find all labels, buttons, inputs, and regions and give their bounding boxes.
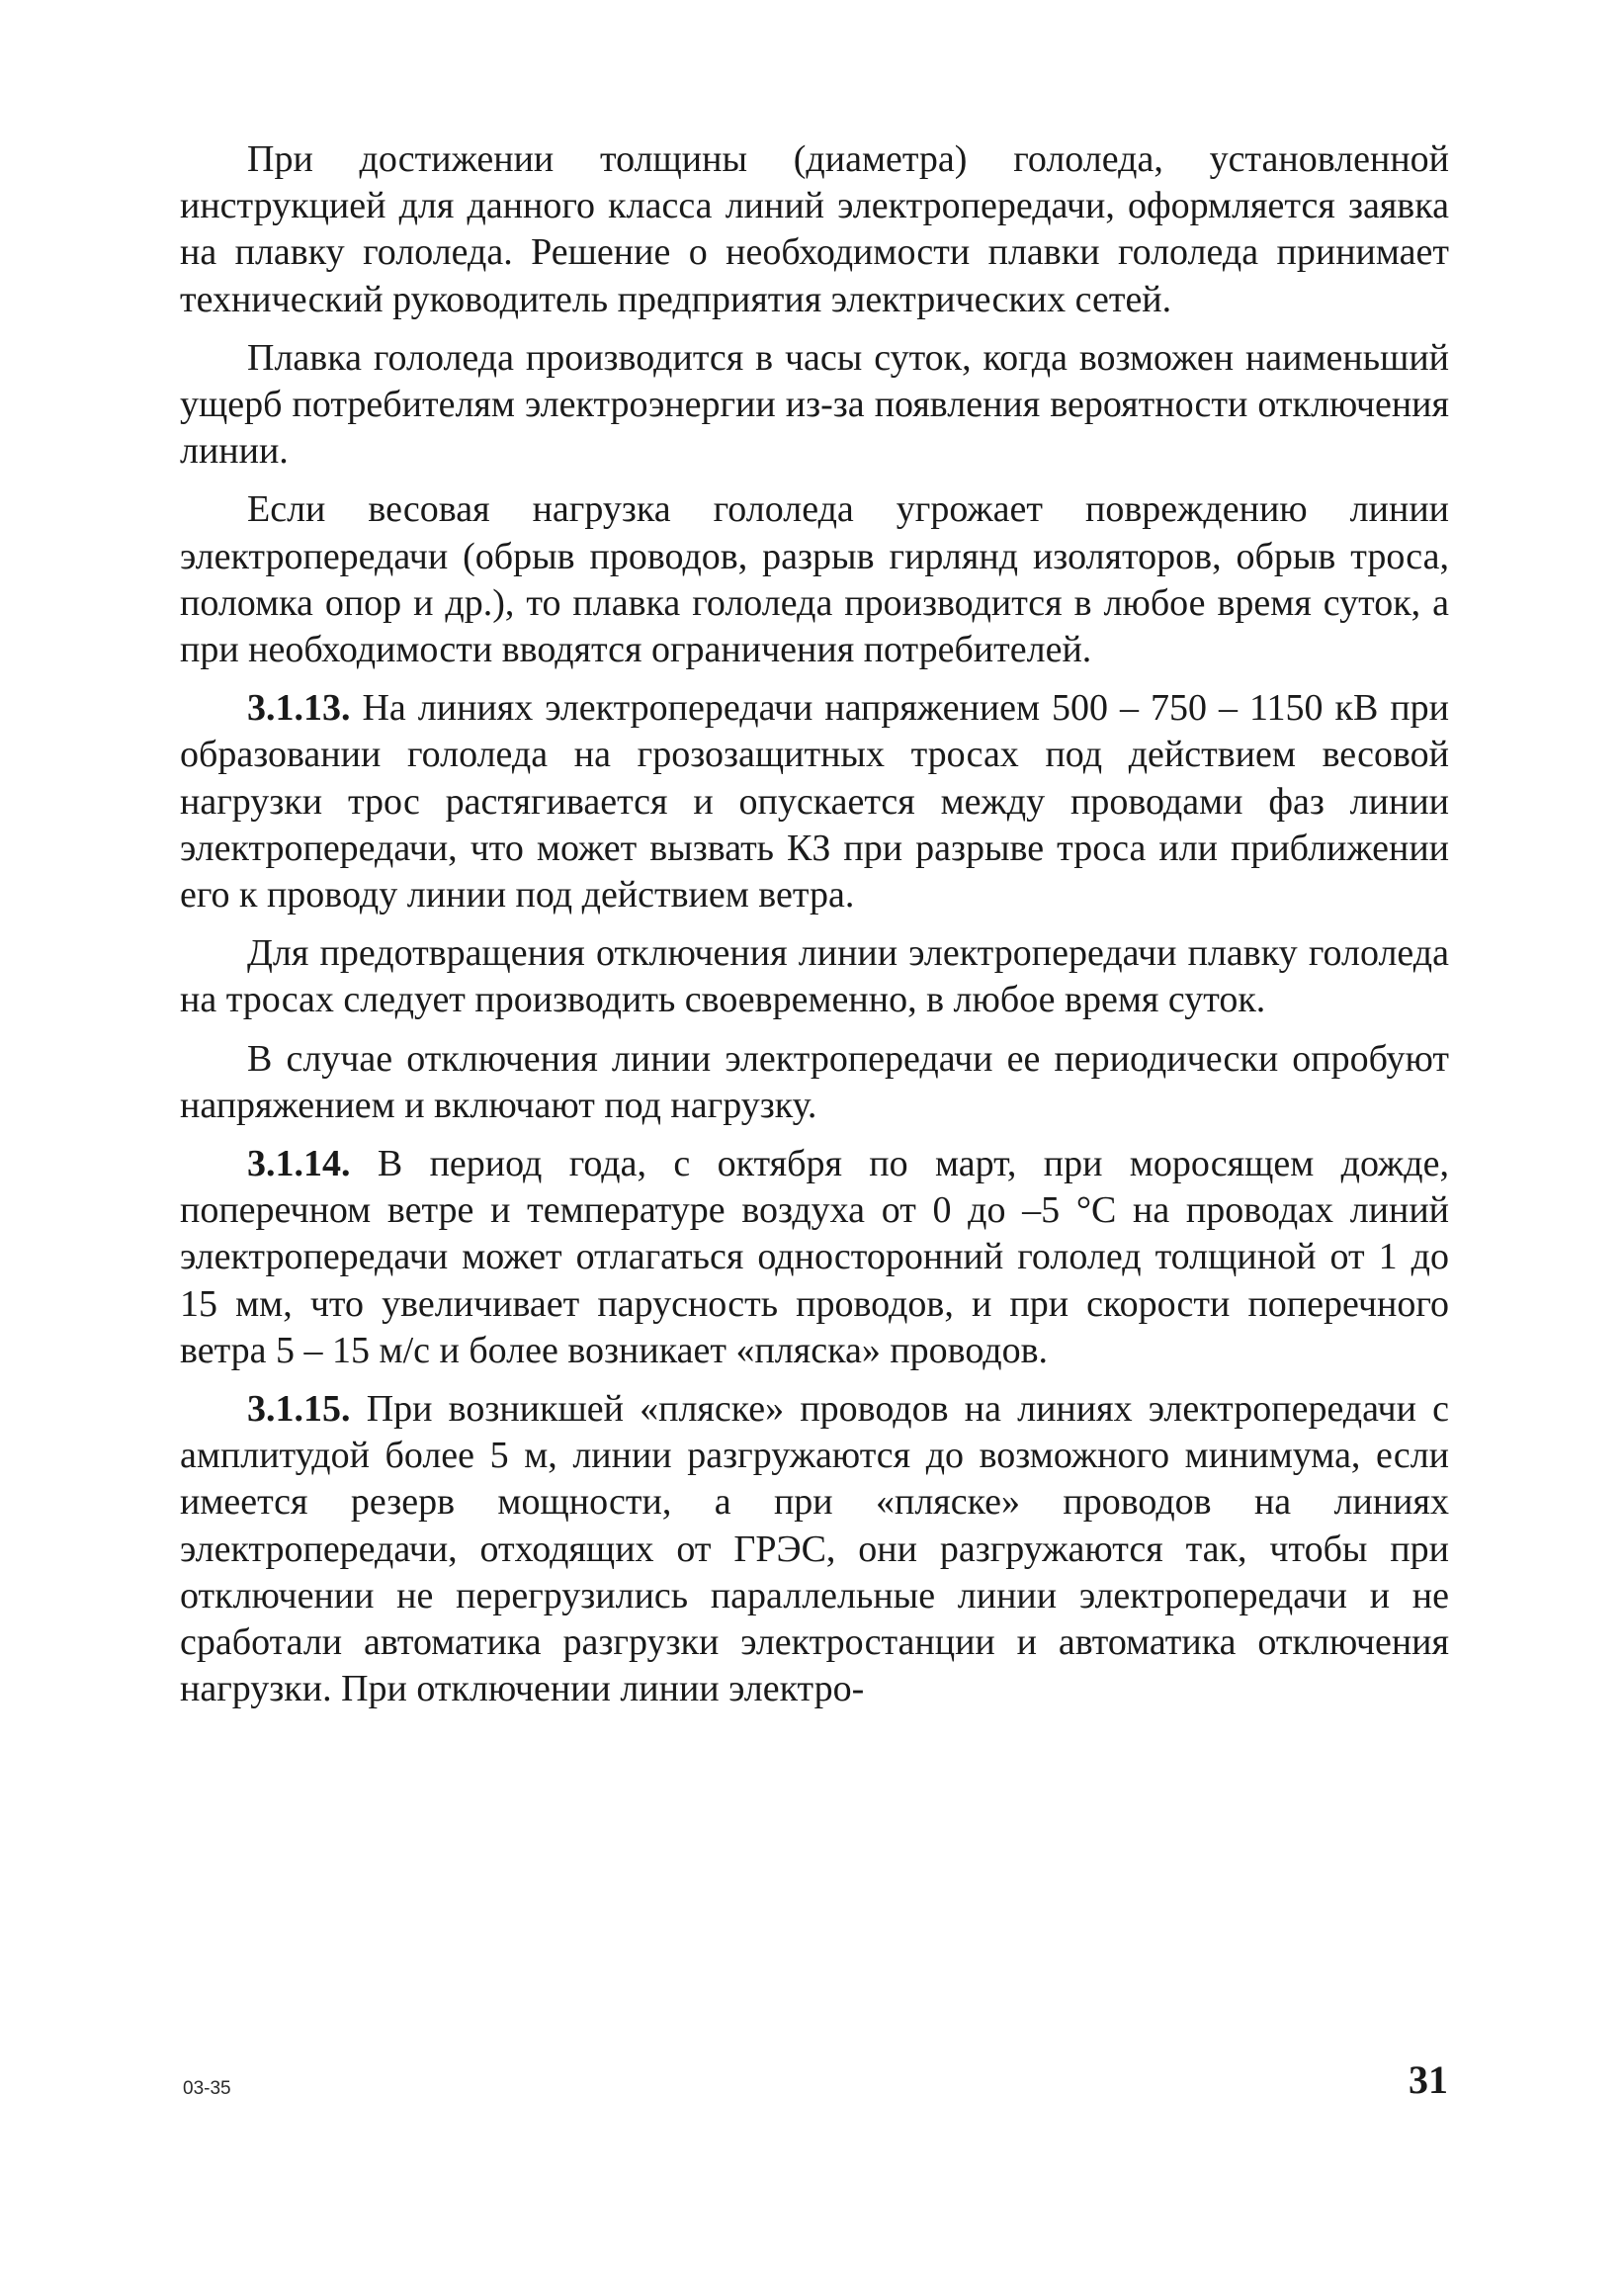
paragraph-5 bbox=[180, 930, 1449, 1023]
paragraph-text: В случае отключения линии электропередачи ее периодически опробуют напряжением и включают под нагрузку. bbox=[180, 1037, 1449, 1126]
paragraph-text: Если весовая нагрузка гололеда угрожает повреждению линии электропередачи (обрыв проводов, разрыв гирлянд изоляторов, обрыв троса, поломка опор и др.), то плавка гололеда производится в любое время суток, а при необходимости вводятся ограничения потребителей. bbox=[180, 488, 1449, 671]
section-3-1-14 bbox=[180, 1141, 1449, 1374]
section-3-1-13 bbox=[180, 685, 1449, 918]
section-3-1-15 bbox=[180, 1386, 1449, 1712]
paragraph-text: Для предотвращения отключения линии электропередачи плавку гололеда на тросах следует производить своевременно, в любое время суток. bbox=[180, 932, 1449, 1021]
section-number: 3.1.15. bbox=[247, 1388, 351, 1431]
body-text bbox=[180, 136, 1449, 1713]
paragraph-text: При достижении толщины (диаметра) гололеда, установленной инструкцией для данного класса линий электропередачи, оформляется заявка на плавку гололеда. Решение о необходимости плавки гололеда принимает технический руководитель предприятия электрических сетей. bbox=[180, 138, 1449, 320]
paragraph-text: При возникшей «пляске» проводов на линиях электропередачи с амплитудой более 5 м, линии разгружаются до возможного минимума, если имеется резерв мощности, а при «пляске» проводов на линиях электропередачи, отходящих от ГРЭС, они разгружаются так, чтобы при отключении не перегрузились параллельные линии электропередачи и не сработали автоматика разгрузки электростанции и автоматика отключения нагрузки. При отключении линии электро- bbox=[180, 1388, 1449, 1710]
paragraph-3 bbox=[180, 486, 1449, 673]
paragraph-text: Плавка гололеда производится в часы суток, когда возможен наименьший ущерб потребителям электроэнергии из-за появления вероятности отключения линии. bbox=[180, 336, 1449, 473]
paragraph-2 bbox=[180, 335, 1449, 476]
section-number: 3.1.14. bbox=[247, 1143, 351, 1185]
footer-code: 03-35 bbox=[183, 2078, 231, 2099]
page-number: 31 bbox=[1409, 2057, 1448, 2102]
paragraph-text: На линиях электропередачи напряжением 500 – 750 – 1150 кВ при образовании гололеда на грозозащитных тросах под действием весовой нагрузки трос растягивается и опускается между проводами фаз линии электропередачи, что может вызвать КЗ при разрыве троса или приближении его к проводу линии под действием ветра. bbox=[180, 687, 1449, 917]
paragraph-text: В период года, с октября по март, при моросящем дожде, поперечном ветре и температуре воздуха от 0 до –5 °С на проводах линий электропередачи может отлагаться односторонний гололед толщиной от 1 до 15 мм, что увеличивает парусность проводов, и при скорости поперечного ветра 5 – 15 м/с и более возникает «пляска» проводов. bbox=[180, 1143, 1450, 1371]
paragraph-1 bbox=[180, 136, 1449, 323]
section-number: 3.1.13. bbox=[247, 687, 351, 730]
paragraph-6 bbox=[180, 1036, 1449, 1129]
